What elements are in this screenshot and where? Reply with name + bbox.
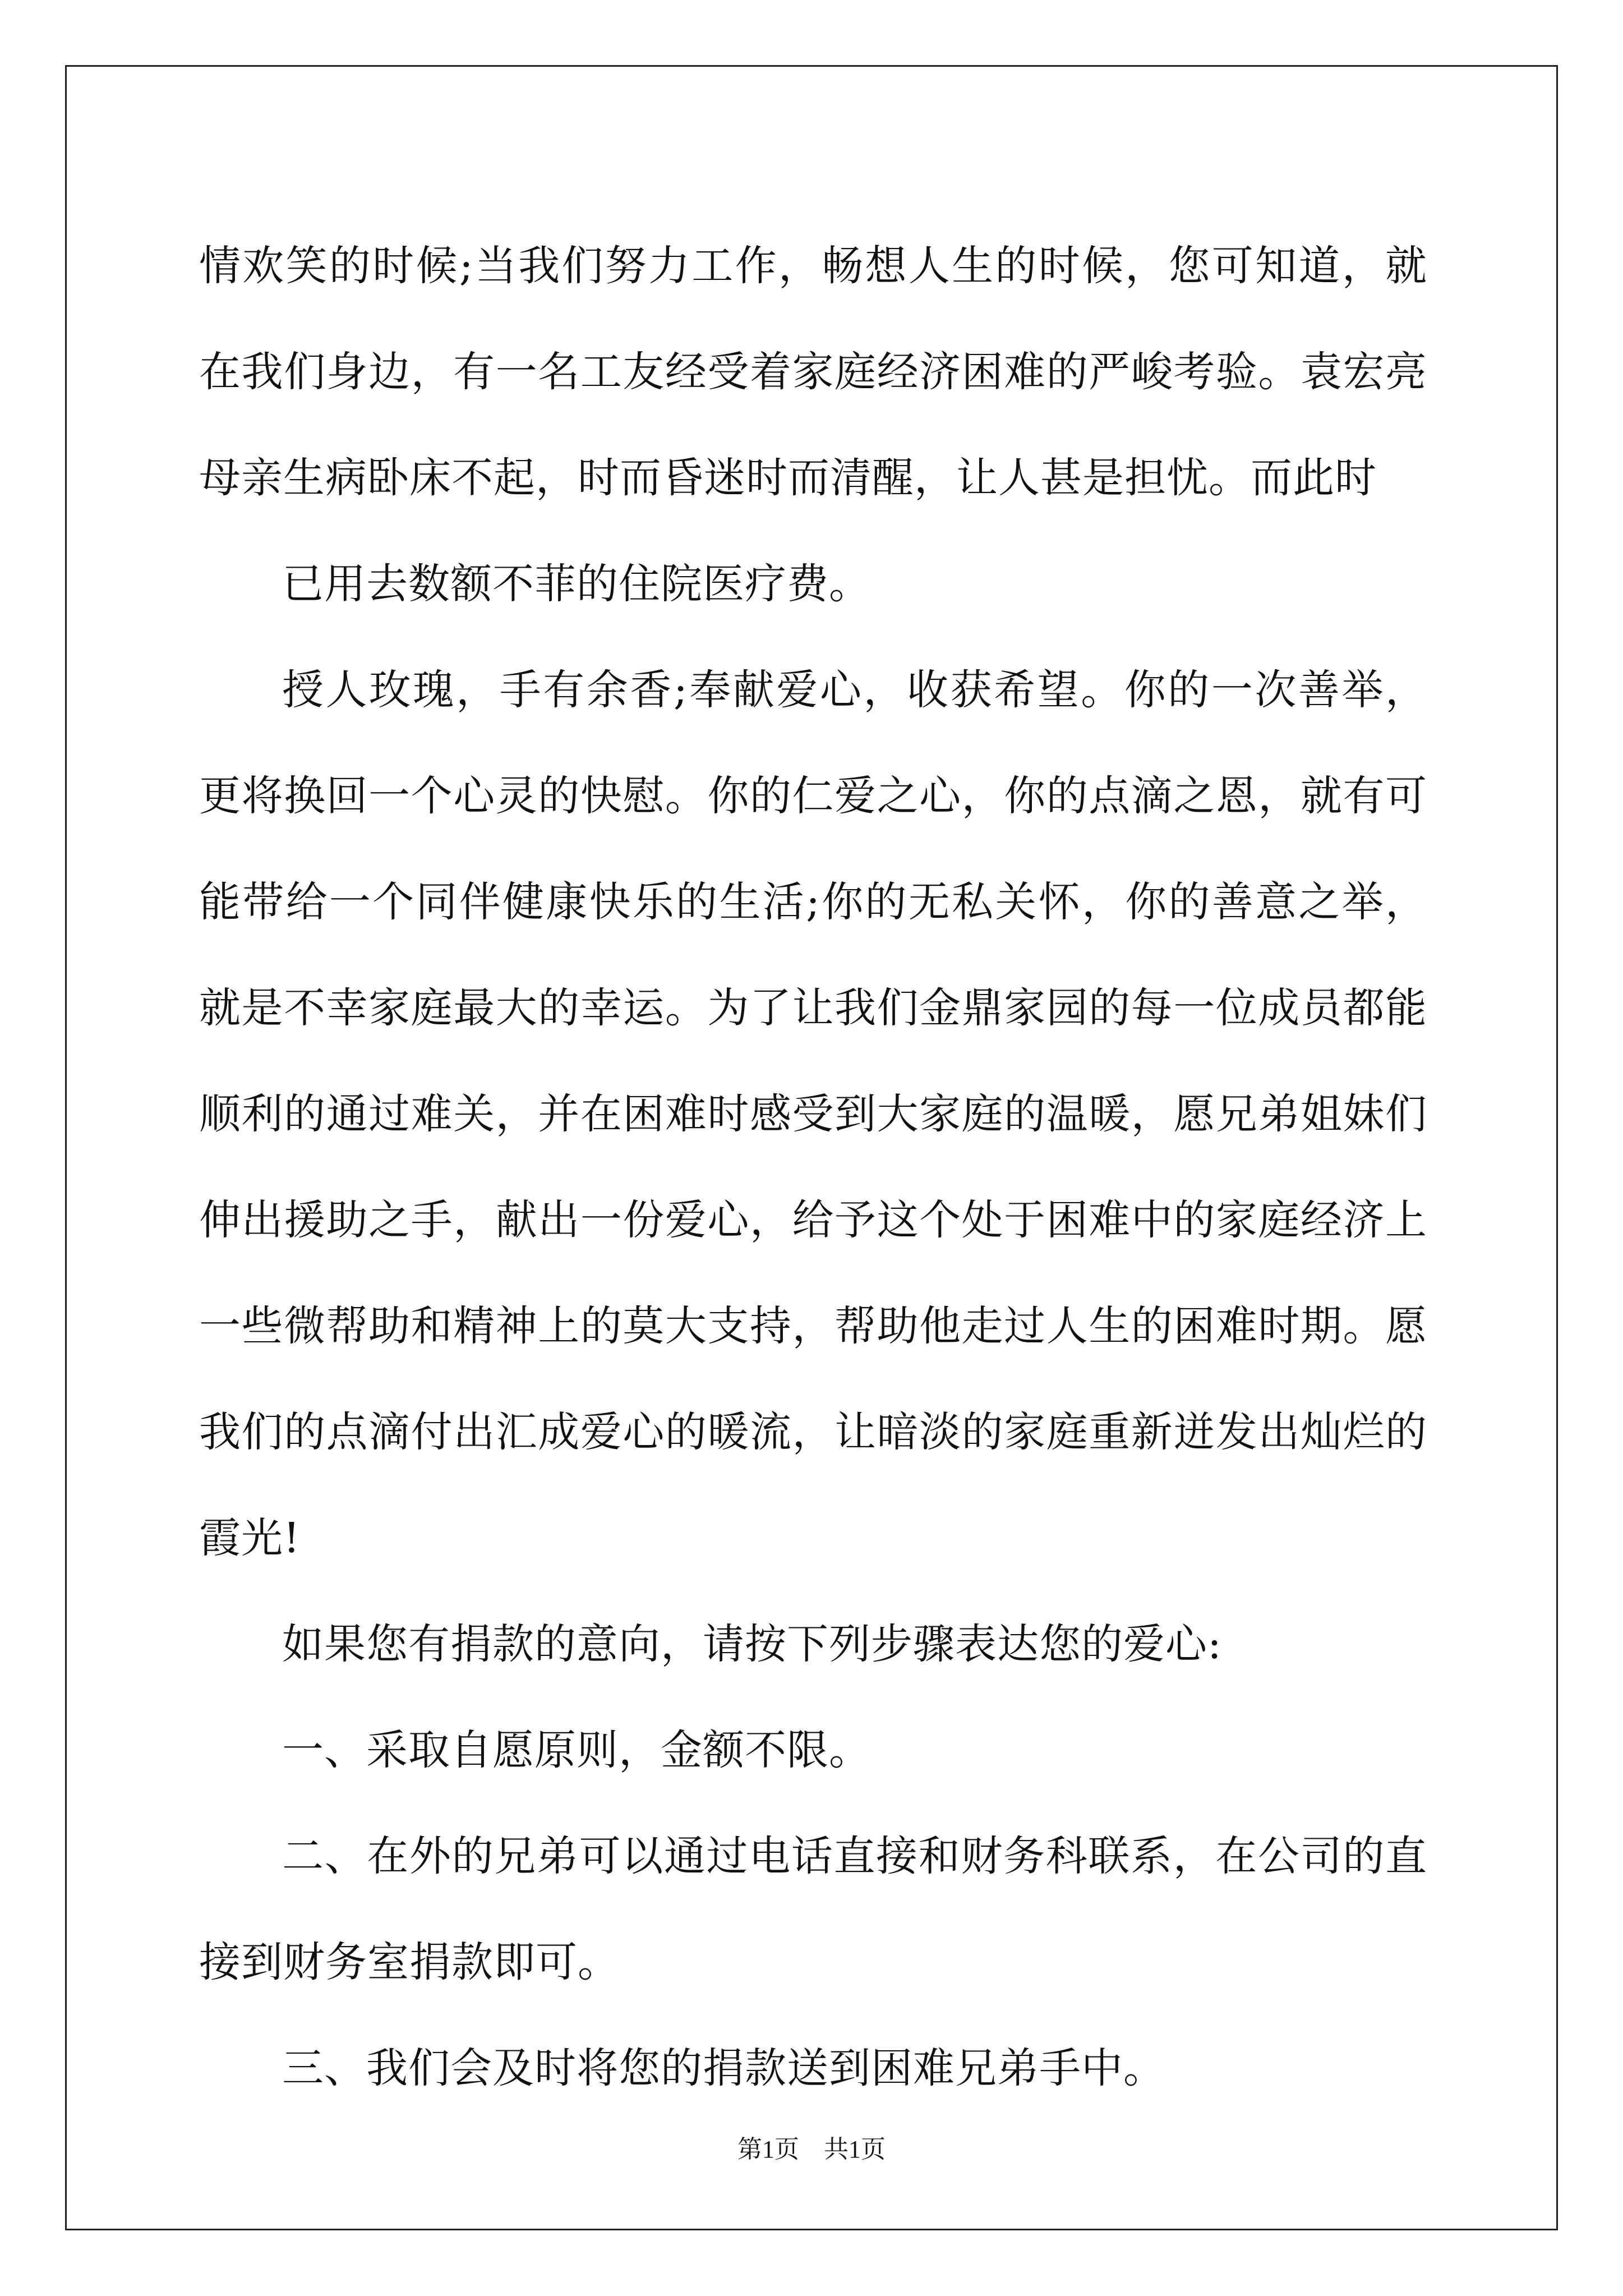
paragraph-4: 如果您有捐款的意向，请按下列步骤表达您的爱心: [282,1620,1222,1668]
paragraph-5: 一、采取自愿原则，金额不限。 [282,1726,871,1774]
document-body [199,213,1427,2122]
paragraph-7: 三、我们会及时将您的捐款送到困难兄弟手中。 [282,2044,1165,2092]
page-footer: 第1页 共1页 [737,2136,886,2163]
paragraph-6: 二、在外的兄弟可以通过电话直接和财务科联系，在公司的直接到财务室捐款即可。 [199,1832,1427,1986]
paragraph-2: 已用去数额不菲的住院医疗费。 [282,560,871,608]
paragraph-3: 授人玫瑰，手有余香;奉献爱心，收获希望。你的一次善举，更将换回一个心灵的快慰。你的仁爱之心，你的点滴之恩，就有可能带给一个同伴健康快乐的生活;你的无私关怀，你的善意之举，就是不幸家庭最大的幸运。为了让我们金鼎家园的每一位成员都能顺利的通过难关，并在困难时感受到大家庭的温暖，愿兄弟姐妹们伸出援助之手，献出一份爱心，给予这个处于困难中的家庭经济上一些微帮助和精神上的莫大支持，帮助他走过人生的困难时期。愿我们的点滴付出汇成爱心的暖流，让暗淡的家庭重新迸发出灿烂的霞光! [199,666,1427,1562]
paragraph-1: 情欢笑的时候;当我们努力工作，畅想人生的时候，您可知道，就在我们身边，有一名工友经受着家庭经济困难的严峻考验。袁宏亮母亲生病卧床不起，时而昏迷时而清醒，让人甚是担忧。而此时 [199,242,1427,502]
